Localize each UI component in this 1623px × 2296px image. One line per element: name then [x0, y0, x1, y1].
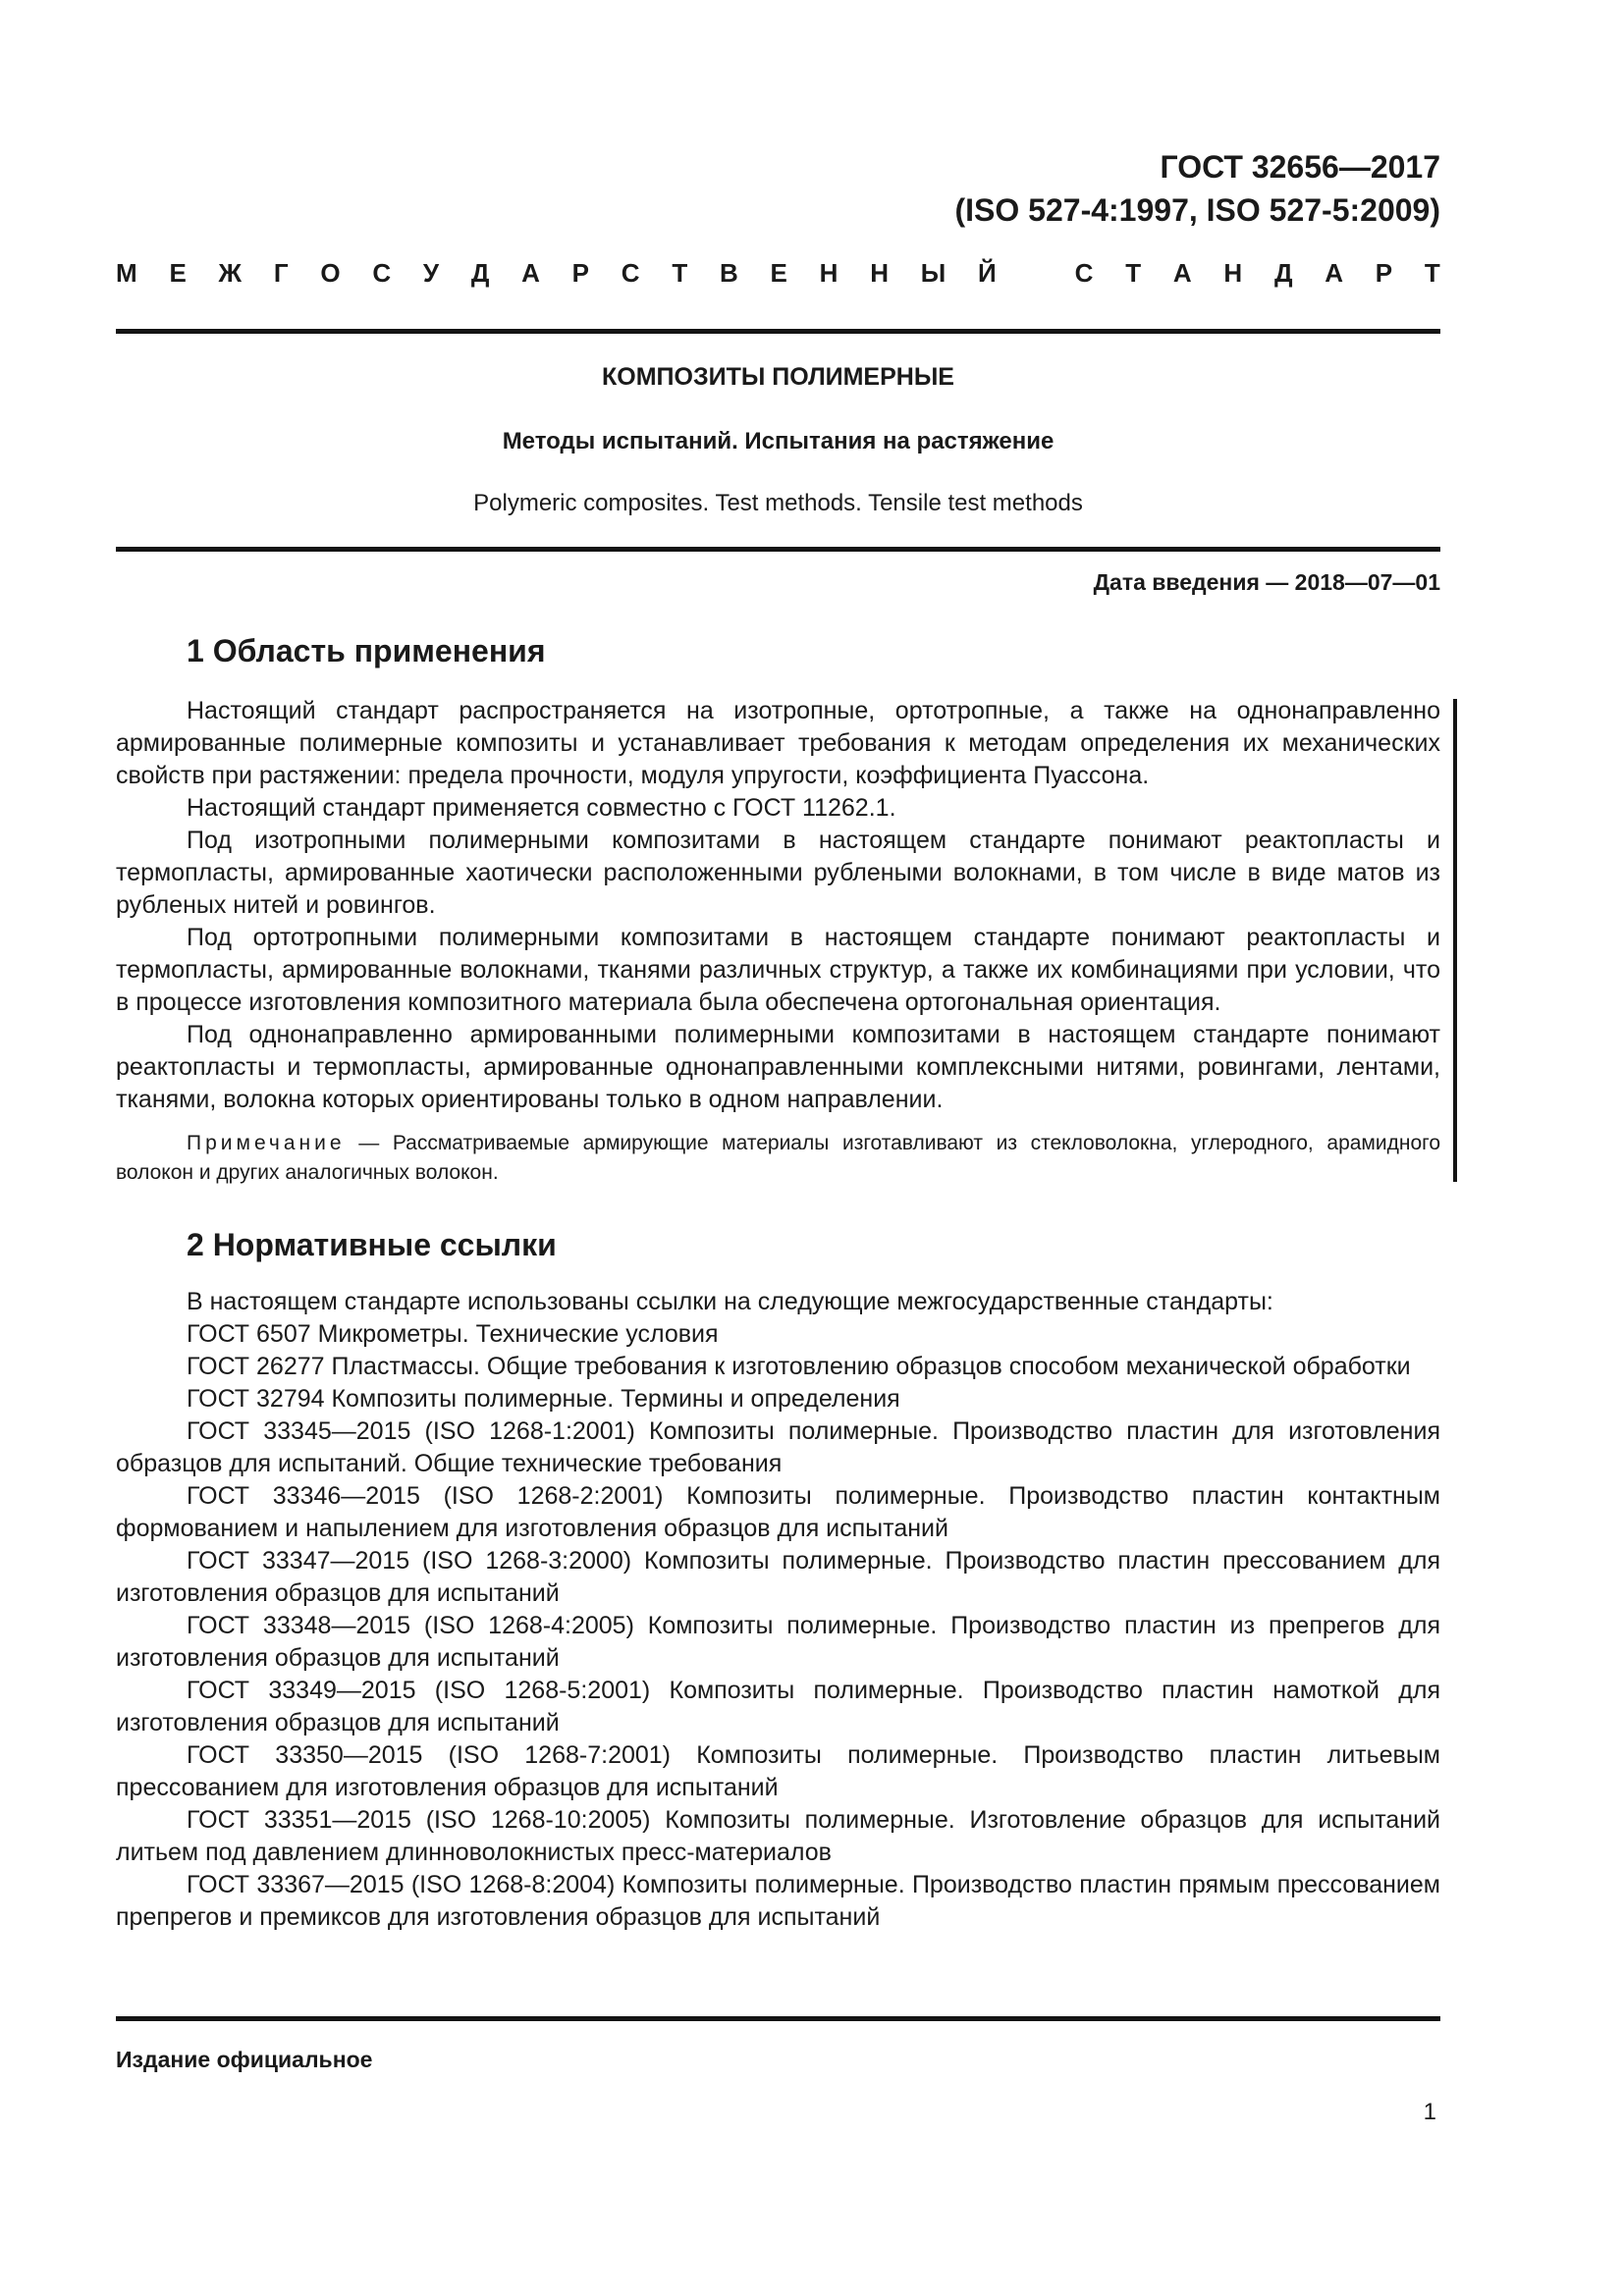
reference-item: ГОСТ 33367—2015 (ISO 1268-8:2004) Композиты полимерные. Производство пластин прямым прессованием препрегов и премиксов для изготовления образцов для испытаний	[116, 1871, 1440, 1931]
document-subtitle: Методы испытаний. Испытания на растяжение	[502, 428, 1055, 454]
banner-letter: Ж	[218, 258, 243, 288]
reference-item: ГОСТ 32794 Композиты полимерные. Термины и определения	[187, 1385, 900, 1413]
official-edition-label: Издание официальное	[116, 2047, 373, 2072]
banner-letter: Е	[169, 258, 187, 288]
banner-letter: О	[320, 258, 341, 288]
banner-letter: А	[521, 258, 540, 288]
page-number: 1	[1423, 2099, 1436, 2125]
banner-letter: С	[621, 258, 640, 288]
paragraph: Под однонаправленно армированными полимерными композитами в настоящем стандарте понимают реактопласты и термопласты, армированные однонаправленными комплексными нитями, ровингами, лентами, тканями, волокна которых ориентированы только в одном направлении.	[116, 1021, 1440, 1113]
banner-letter: Н	[870, 258, 889, 288]
section-1-heading: 1 Область применения	[187, 633, 546, 668]
reference-item: ГОСТ 33346—2015 (ISO 1268-2:2001) Композиты полимерные. Производство пластин контактным формованием и напылением для изготовления образцов для испытаний	[116, 1482, 1440, 1542]
banner-letter: С	[372, 258, 392, 288]
banner-letter: Н	[819, 258, 839, 288]
banner-letter: Й	[977, 258, 997, 288]
paragraph: Под ортотропными полимерными композитами в настоящем стандарте понимают реактопласты и термопласты, армированные волокнами, тканями различных структур, а также их комбинациями при условии, что в процессе изготовления композитного материала была обеспечена ортогональная ориентация.	[116, 924, 1440, 1016]
banner-letter: У	[422, 258, 440, 288]
banner-letter: Г	[273, 258, 289, 288]
reference-item: ГОСТ 33347—2015 (ISO 1268-3:2000) Композиты полимерные. Производство пластин прессованием для изготовления образцов для испытаний	[116, 1547, 1440, 1607]
banner-letter: Д	[1273, 258, 1293, 288]
banner-letter: Ы	[920, 258, 947, 288]
footer-divider	[116, 2016, 1440, 2021]
english-title: Polymeric composites. Test methods. Tensile test methods	[473, 490, 1083, 516]
introduction-date: Дата введения — 2018—07—01	[1093, 569, 1440, 595]
banner-letter: В	[719, 258, 738, 288]
banner-letter: А	[1172, 258, 1192, 288]
banner-letter: Т	[1424, 258, 1440, 288]
reference-item: ГОСТ 33349—2015 (ISO 1268-5:2001) Композиты полимерные. Производство пластин намоткой для изготовления образцов для испытаний	[116, 1677, 1440, 1736]
standard-designation	[955, 145, 1441, 232]
reference-item: ГОСТ 33350—2015 (ISO 1268-7:2001) Композиты полимерные. Производство пластин литьевым прессованием для изготовления образцов для испытаний	[116, 1741, 1440, 1801]
banner-letter: Р	[571, 258, 590, 288]
note-paragraph	[116, 1129, 1440, 1188]
paragraph: Настоящий стандарт применяется совместно с ГОСТ 11262.1.	[187, 794, 896, 822]
header-divider	[116, 329, 1440, 334]
paragraph: В настоящем стандарте использованы ссылки на следующие межгосударственные стандарты:	[187, 1288, 1273, 1315]
banner-letter: А	[1325, 258, 1344, 288]
paragraph: Настоящий стандарт распространяется на изотропные, ортотропные, а также на однонаправленно армированные полимерные композиты и устанавливает требования к методам определения их механических свойств при растяжении: предела прочности, модуля упругости, коэффициента Пуассона.	[116, 697, 1440, 789]
banner-letter: Т	[672, 258, 688, 288]
standard-number: ГОСТ 32656—2017	[1160, 149, 1440, 185]
paragraph: Под изотропными полимерными композитами в настоящем стандарте понимают реактопласты и термопласты, армированные хаотически расположенными рублеными волокнами, в том числе в виде матов из рубленых нитей и ровингов.	[116, 827, 1440, 919]
section-2-body	[116, 1286, 1440, 1934]
banner-gap	[1028, 257, 1042, 289]
section-1-body	[116, 695, 1440, 1116]
banner-letter: Д	[470, 258, 490, 288]
reference-item: ГОСТ 33348—2015 (ISO 1268-4:2005) Композиты полимерные. Производство пластин из препрегов для изготовления образцов для испытаний	[116, 1612, 1440, 1672]
interstate-standard-banner	[116, 257, 1440, 289]
section-2-heading: 2 Нормативные ссылки	[187, 1227, 557, 1262]
reference-item: ГОСТ 33351—2015 (ISO 1268-10:2005) Композиты полимерные. Изготовление образцов для испытаний литьем под давлением длинноволокнистых пресс-материалов	[116, 1806, 1440, 1866]
title-divider	[116, 547, 1440, 552]
banner-letter: М	[116, 258, 137, 288]
note-text: — Рассматриваемые армирующие материалы изготавливают из стекловолокна, углеродного, арамидного волокон и других аналогичных волокон.	[116, 1132, 1440, 1184]
banner-letter: Н	[1223, 258, 1243, 288]
banner-letter: Т	[1125, 258, 1142, 288]
banner-letter: Е	[770, 258, 787, 288]
reference-item: ГОСТ 26277 Пластмассы. Общие требования к изготовлению образцов способом механической обработки	[187, 1353, 1411, 1380]
change-bar	[1453, 699, 1457, 1182]
section-1-note	[116, 1129, 1440, 1188]
banner-letter: Р	[1375, 258, 1393, 288]
iso-reference: (ISO 527-4:1997, ISO 527-5:2009)	[954, 192, 1440, 228]
reference-item: ГОСТ 33345—2015 (ISO 1268-1:2001) Композиты полимерные. Производство пластин для изготовления образцов для испытаний. Общие технические требования	[116, 1417, 1440, 1477]
document-title: КОМПОЗИТЫ ПОЛИМЕРНЫЕ	[602, 363, 954, 391]
note-label: Примечание	[187, 1132, 346, 1154]
banner-letter: С	[1074, 258, 1094, 288]
reference-item: ГОСТ 6507 Микрометры. Технические условия	[187, 1320, 719, 1348]
